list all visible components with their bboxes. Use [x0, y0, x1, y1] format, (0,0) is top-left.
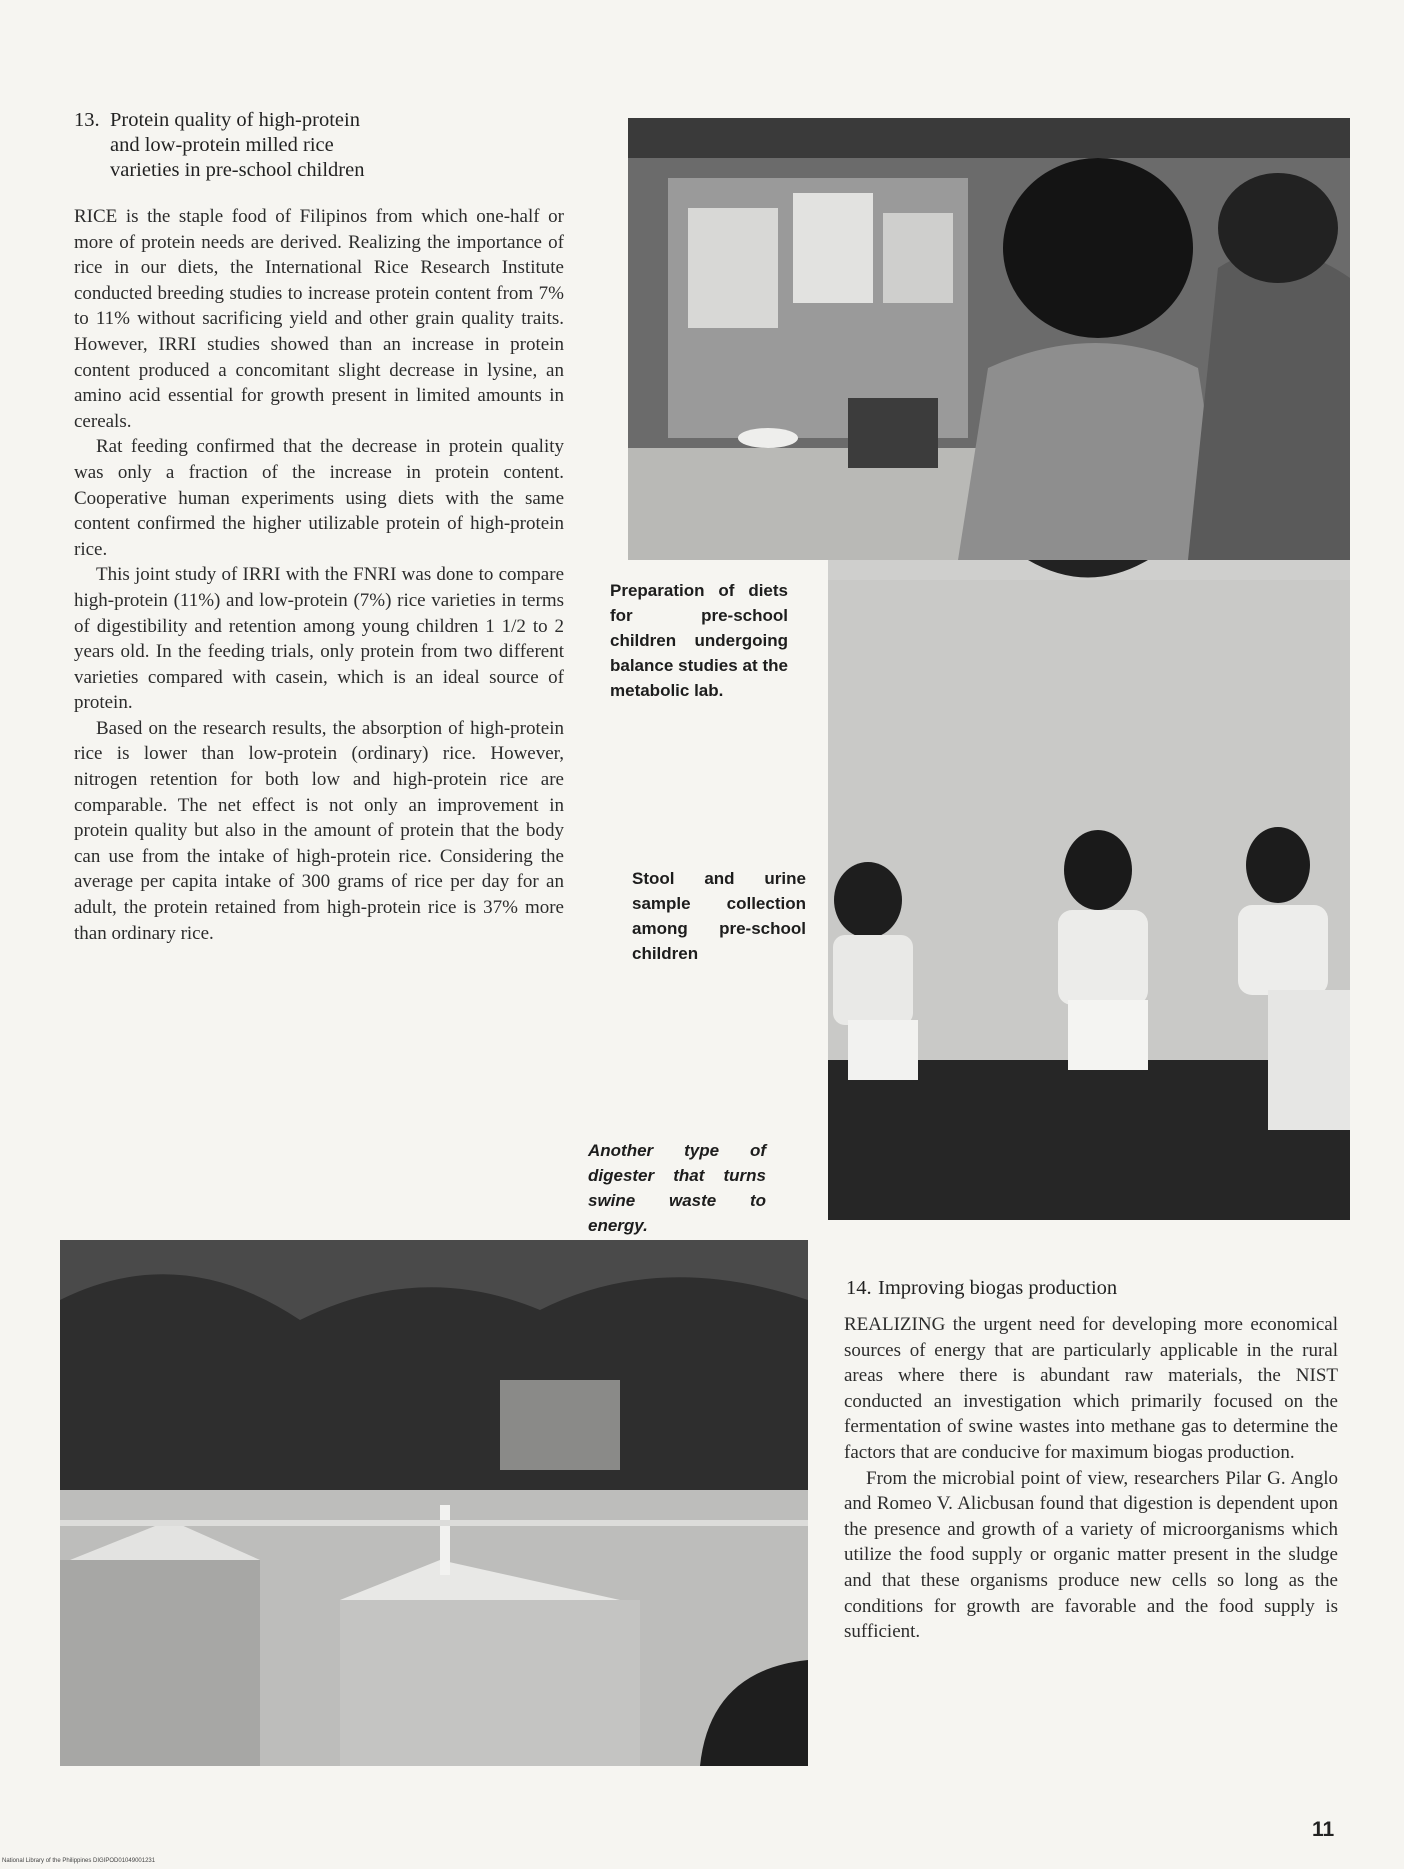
article-13-title-line-3: varieties in pre-school children — [110, 159, 365, 181]
article-14-number: 14. — [846, 1277, 872, 1299]
article-14-body — [844, 1312, 1338, 1645]
article-13-paragraph-3: This joint study of IRRI with the FNRI was done to compare high-protein (11%) and low-protein (7%) rice varieties in terms of digestibility and retention among young children 1 1/2 to 2 years old. In the feeding trials, only protein from two different varieties compared with casein, which is an ideal source of protein. — [74, 564, 564, 714]
photo-children-image — [828, 560, 1350, 1220]
photo-digester-image — [60, 1240, 808, 1766]
article-14-paragraph-1: REALIZING the urgent need for developing more economical sources of energy that are particularly applicable in the rural areas where there is abundant raw materials, the NIST conducted an investigation which primarily focused on the fermentation of swine wastes into methane gas to determine the factors that are conducive for maximum biogas production. — [844, 1314, 1338, 1463]
caption-sample-collection: Stool and urine sample collection among pre-school children — [632, 869, 806, 963]
article-13-title-line-1: Protein quality of high-protein — [110, 109, 360, 131]
photo-children-sample-collection — [828, 560, 1350, 1220]
article-13-heading — [74, 108, 494, 183]
footer-library-credit: National Library of the Philippines DIGIPOD01049001231 — [2, 1858, 156, 1864]
article-13-body — [74, 204, 564, 946]
article-13-paragraph-1: RICE is the staple food of Filipinos from which one-half or more of protein needs are derived. Realizing the importance of rice in our diets, the International Rice Research Institute conducted breeding studies to increase protein content from 7% to 11% without sacrificing yield and other grain quality traits. However, IRRI studies showed than an increase in protein content produced a concomitant slight decrease in lysine, an amino acid essential for growth present in limited amounts in cereals. — [74, 206, 564, 432]
article-13-title-line-2: and low-protein milled rice — [110, 134, 334, 156]
page-number: 11 — [1312, 1818, 1335, 1841]
photo-diet-preparation — [628, 118, 1350, 560]
article-13-paragraph-2: Rat feeding confirmed that the decrease in protein quality was only a fraction of the increase in protein content. Cooperative human experiments using diets with the same content confirmed the higher utilizable protein of high-protein rice. — [74, 436, 564, 560]
photo-biogas-digester — [60, 1240, 808, 1766]
article-13-paragraph-4: Based on the research results, the absorption of high-protein rice is lower than low-protein (ordinary) rice. However, nitrogen retention for both low and high-protein rice are comparable. The net effect is not only an improvement in protein quality but also in the amount of protein that the body can use from the intake of high-protein rice. Considering the average per capita intake of 300 grams of rice per day for an adult, the protein retained from high-protein rice is 37% more than ordinary rice. — [74, 717, 564, 944]
photo-diet-preparation-image — [628, 118, 1350, 560]
caption-digester: Another type of digester that turns swine waste to energy. — [588, 1141, 766, 1235]
article-14-title: Improving biogas production — [878, 1277, 1118, 1299]
article-14-heading — [846, 1276, 1346, 1301]
caption-diet-preparation: Preparation of diets for pre-school children undergoing balance studies at the metabolic lab. — [610, 581, 788, 700]
article-14-paragraph-2: From the microbial point of view, researchers Pilar G. Anglo and Romeo V. Alicbusan found that digestion is dependent upon the presence and growth of a variety of microorganisms which utilize the food supply or organic matter present in the sludge and that these organisms produce new cells so long as the conditions for growth are favorable and the food supply is sufficient. — [844, 1467, 1338, 1643]
article-13-number: 13. — [74, 109, 100, 131]
